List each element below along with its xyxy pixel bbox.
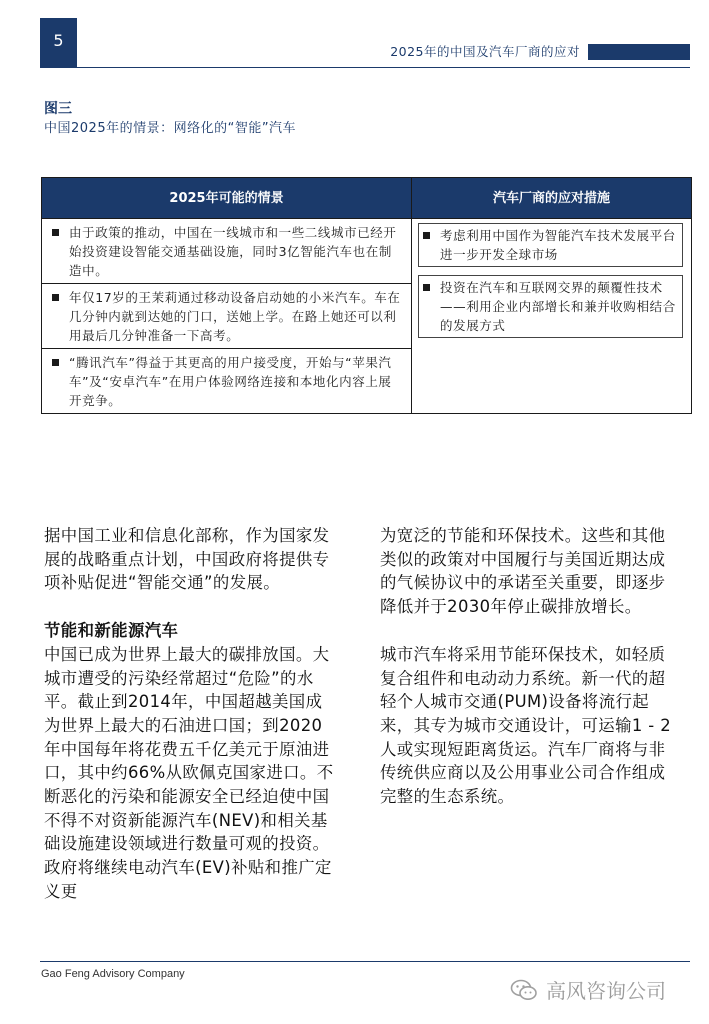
bullet-square-icon bbox=[52, 359, 59, 366]
scenario-item-text: “腾讯汽车”得益于其更高的用户接受度，开始与“苹果汽车”及“安卓汽车”在用户体验网络连接和本地化内容上展开竞争。 bbox=[69, 355, 392, 408]
body-paragraph: 中国已成为世界上最大的碳排放国。大城市遭受的污染经常超过“危险”的水平。截止到2014年，中国超越美国成为世界上最大的石油进口国；到2020年中国每年将花费五千亿美元于原油进口，其中约66%从欧佩克国家进口。不断恶化的污染和能源安全已经迫使中国不得不对资新能源汽车(NEV)和相关基础设施建设领域进行数量可观的投资。政府将继续电动汽车(EV)补贴和推广定义更 bbox=[44, 644, 334, 901]
scenario-item-text: 由于政策的推动，中国在一线城市和一些二线城市已经开始投资建设智能交通基础设施，同时3亿智能汽车也在制造中。 bbox=[69, 225, 397, 278]
body-right-column bbox=[380, 524, 680, 809]
scenario-item bbox=[42, 283, 411, 348]
wechat-icon bbox=[510, 979, 538, 1001]
table-header-scenario: 2025年可能的情景 bbox=[42, 178, 412, 219]
header-accent-bar bbox=[588, 44, 690, 60]
body-left-column bbox=[44, 524, 336, 904]
bullet-square-icon bbox=[423, 284, 430, 291]
scenario-item bbox=[42, 348, 411, 413]
scenario-table bbox=[41, 177, 692, 414]
footer-rule bbox=[40, 961, 690, 962]
response-cell bbox=[412, 219, 692, 414]
page-number: 5 bbox=[40, 18, 77, 68]
scenario-item bbox=[42, 219, 411, 283]
scenario-item-text: 年仅17岁的王茉莉通过移动设备启动她的小米汽车。车在几分钟内就到达她的门口，送她上学。在路上她还可以利用最后几分钟准备一下高考。 bbox=[69, 290, 401, 343]
body-paragraph: 城市汽车将采用节能环保技术，如轻质复合组件和电动动力系统。新一代的超轻个人城市交通(PUM)设备将流行起来，其专为城市交通设计，可运输1 - 2人或实现短距离货运。汽车厂商将与非传统供应商以及公用事业公司合作组成完整的生态系统。 bbox=[380, 644, 672, 807]
body-paragraph: 据中国工业和信息化部称，作为国家发展的战略重点计划，中国政府将提供专项补贴促进“智能交通”的发展。 bbox=[44, 526, 330, 593]
scenario-cell bbox=[42, 219, 412, 414]
response-item-text: 考虑利用中国作为智能汽车技术发展平台进一步开发全球市场 bbox=[440, 228, 676, 262]
figure-label: 图三 bbox=[44, 101, 72, 117]
section-subheading: 节能和新能源汽车 bbox=[44, 621, 179, 641]
response-item bbox=[418, 223, 683, 267]
header-title: 2025年的中国及汽车厂商的应对 bbox=[390, 44, 580, 59]
footer-company: Gao Feng Advisory Company bbox=[41, 968, 185, 980]
bullet-square-icon bbox=[423, 232, 430, 239]
table-header-response: 汽车厂商的应对措施 bbox=[412, 178, 692, 219]
body-paragraph: 为宽泛的节能和环保技术。这些和其他类似的政策对中国履行与美国近期达成的气候协议中的承诺至关重要，即逐步降低并于2030年停止碳排放增长。 bbox=[380, 526, 666, 617]
figure-caption: 中国2025年的情景：网络化的“智能”汽车 bbox=[44, 121, 297, 136]
response-item-text: 投资在汽车和互联网交界的颠覆性技术——利用企业内部增长和兼并收购相结合的发展方式 bbox=[440, 280, 676, 333]
bullet-square-icon bbox=[52, 229, 59, 236]
header-rule bbox=[40, 67, 690, 68]
watermark bbox=[510, 975, 666, 1004]
watermark-text: 高风咨询公司 bbox=[546, 979, 666, 1003]
bullet-square-icon bbox=[52, 294, 59, 301]
response-item bbox=[418, 275, 683, 338]
